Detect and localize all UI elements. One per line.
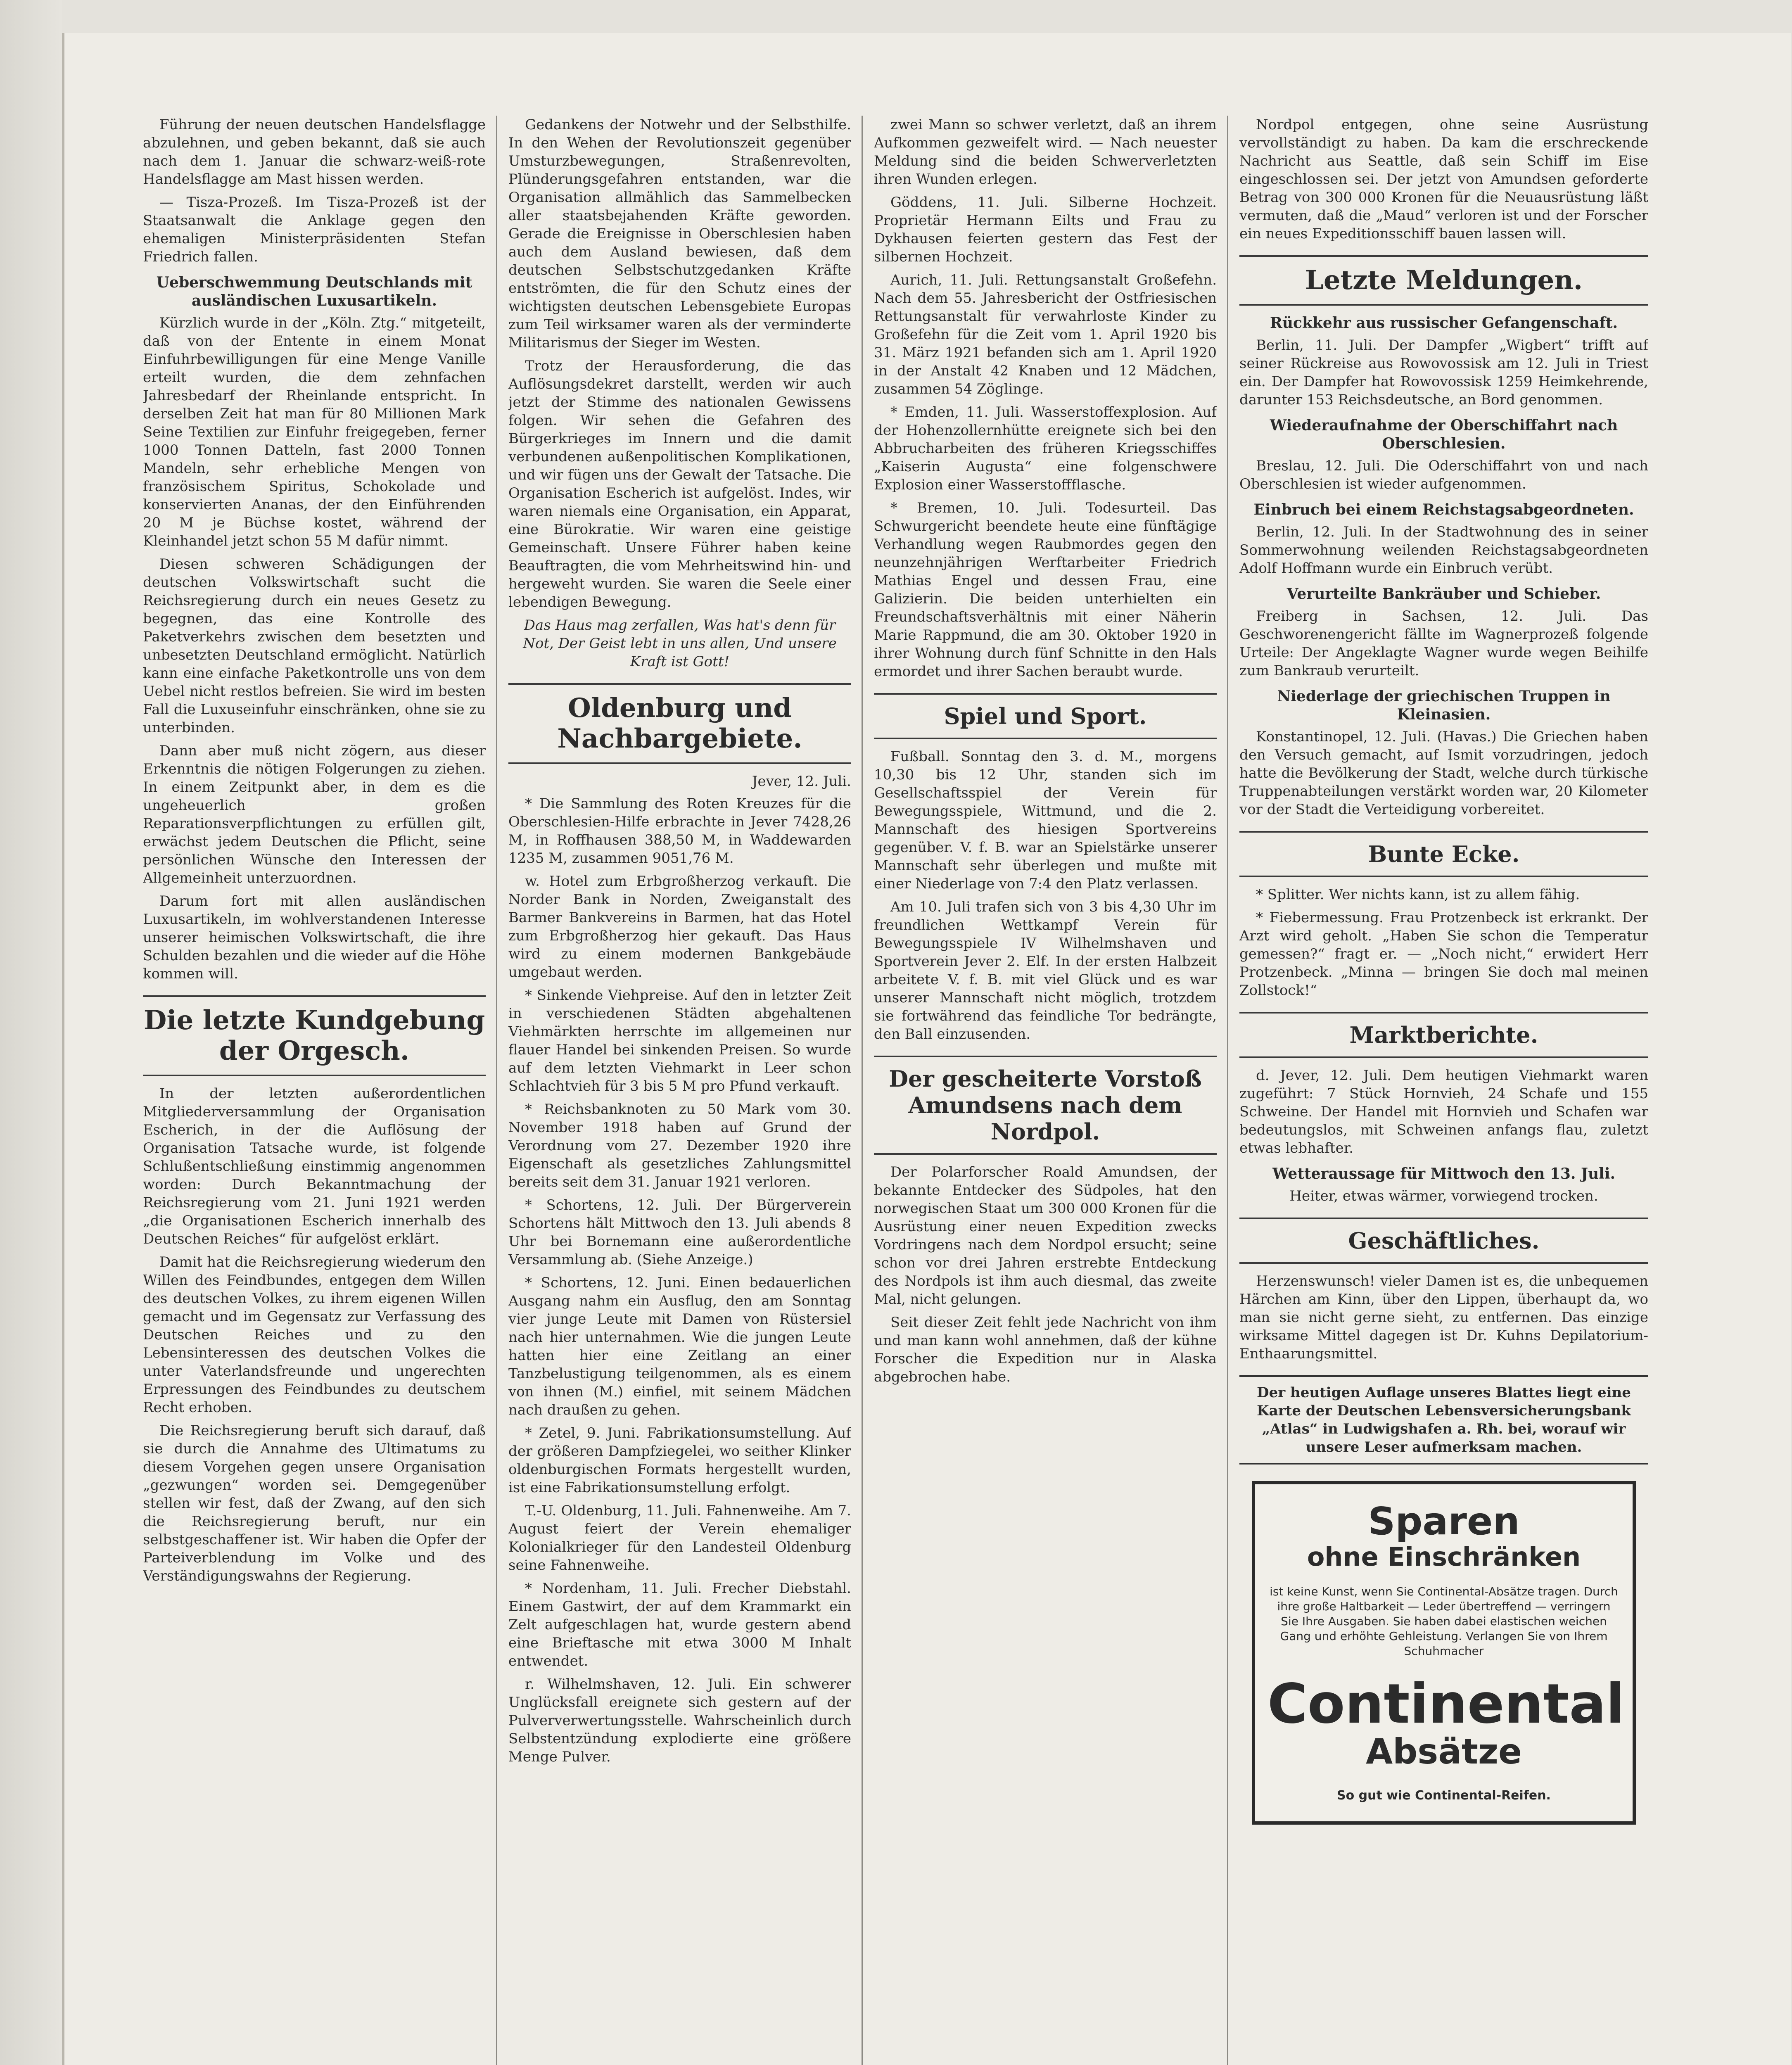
paragraph: Heiter, etwas wärmer, vorwiegend trocken. [1289, 1188, 1598, 1204]
paragraph: Führung der neuen deutschen Handelsflagge abzulehnen, und geben bekannt, daß sie auch nach dem 1. Januar die schwarz-weiß-rote Handelsflagge am Mast hissen werden. [143, 116, 486, 188]
paragraph: * Reichsbanknoten zu 50 Mark vom 30. November 1918 haben auf Grund der Verordnung vom 27. Dezember 1920 ihre Eigenschaft als gesetzliches Zahlungsmittel bereits seit dem 31. Januar 1921 verloren. [508, 1101, 851, 1190]
continental-advertisement [1252, 1481, 1636, 1825]
paragraph: * Zetel, 9. Juni. Fabrikationsumstellung. Auf der größeren Dampfziegelei, wo seither Klinker oldenburgischen Formats hergestellt wurden, ist eine Fabrikationsumstellung erfolgt. [508, 1425, 851, 1496]
paragraph: d. Jever, 12. Juli. Dem heutigen Viehmarkt waren zugeführt: 7 Stück Hornvieh, 24 Schafe und 155 Schweine. Der Handel mit Hornvieh und Schafen war bedeutungslos, mit Schweinen anfangs flau, zuletzt etwas lebhafter. [1239, 1067, 1648, 1156]
dateline: Jever, 12. Juli. [752, 773, 851, 790]
paragraph: Gedankens der Notwehr und der Selbsthilfe. In den Wehen der Revolutionszeit gegenüber Umsturzbewegungen, Straßenrevolten, Plünderungsgefahren entstanden, war die Organisation allmählich das Sammelbecken aller staatsbejahenden Kräfte geworden. Gerade die Ereignisse in Oberschlesien haben auch dem Ausland bewiesen, daß dem deutschen Selbstschutzgedanken Kräfte entströmten, die für den Schutz eines der wichtigsten deutschen Lebensgebiete Europas zum Teil wirksamer waren als der verminderte Militarismus der Sieger im Westen. [508, 116, 851, 351]
article-heading: Verurteilte Bankräuber und Schieber. [1286, 585, 1601, 603]
column-4 [1239, 116, 1648, 2065]
paragraph: Der Polarforscher Roald Amundsen, der bekannte Entdecker des Südpoles, hat den norwegischen Staat um 300 000 Kronen für die Ausrüstung einer neuen Expedition zwecks Vordringens nach dem Nordpol ersucht; seine schon vor drei Jahren erstrebte Entdeckung des Nordpols ist ihm auch diesmal, das zweite Mal, nicht gelungen. [874, 1164, 1217, 1308]
paragraph: Die Reichsregierung beruft sich darauf, daß sie durch die Annahme des Ultimatums zu diesem Vorgehen gegen unsere Organisation „gezwungen“ worden sei. Demgegenüber stellen wir fest, daß der Zwang, auf den sich die Reichsregierung beruft, nur ein selbstgeschaffener ist. Wir haben die Opfer der Parteiverblendung im Volke und des Verständigungswahns der Regierung. [143, 1422, 486, 1584]
ad-brand-product: Absätze [1366, 1731, 1522, 1772]
paragraph: * Fiebermessung. Frau Protzenbeck ist erkrankt. Der Arzt wird geholt. „Haben Sie schon die Temperatur gemessen?“ fragt er. — „Noch nicht,“ erwidert Herr Protzenbeck. „Minna — bringen Sie doch mal meinen Zollstock!“ [1239, 909, 1648, 999]
paragraph: Kürzlich wurde in der „Köln. Ztg.“ mitgeteilt, daß von der Entente in einem Monat Einfuhrbewilligungen für eine Menge Vanille erteilt wurden, die dem zehnfachen Jahresbedarf der Rheinlande entspricht. In derselben Zeit hat man für 80 Millionen Mark Seine Textilien zur Einfuhr freigegeben, ferner 1000 Tonnen Datteln, fast 2000 Tonnen Mandeln, sehr erhebliche Mengen von französischem Spiritus, Schokolade und konservierten Ananas, der den Einführenden 20 M je Büchse kostet, während der Kleinhandel jetzt schon 55 M dafür nimmt. [143, 315, 486, 549]
article-heading: Niederlage der griechischen Truppen in Kleinasien. [1277, 688, 1611, 723]
column-rule [496, 116, 497, 2065]
paragraph: Göddens, 11. Juli. Silberne Hochzeit. Proprietär Hermann Eilts und Frau zu Dykhausen feierten gestern das Fest der silbernen Hochzeit. [874, 194, 1217, 265]
paragraph: Berlin, 11. Juli. Der Dampfer „Wigbert“ trifft auf seiner Rückreise aus Rowovossisk am 12. Juli in Triest ein. Der Dampfer hat Rowovossisk 1259 Heimkehrende, darunter 153 Reichsdeutsche, an Bord genommen. [1239, 337, 1648, 408]
paragraph: Am 10. Juli trafen sich von 3 bis 4,30 Uhr im freundlichen Wettkampf Verein für Bewegungsspiele IV Wilhelmshaven und Sportverein Jever 2. Elf. In der ersten Halbzeit arbeitete V. f. B. mit viel Glück und es war unserer Mannschaft nicht möglich, trotzdem sie fortwährend das feindliche Tor bedrängte, den Ball einzusenden. [874, 899, 1217, 1042]
section-heading: Geschäftliches. [1239, 1218, 1648, 1264]
paragraph: T.-U. Oldenburg, 11. Juli. Fahnenweihe. Am 7. August feiert der Verein ehemaliger Kolonialkrieger für den Landesteil Oldenburg seine Fahnenweihe. [508, 1502, 851, 1574]
ad-body: ist keine Kunst, wenn Sie Continental-Absätze tragen. Durch ihre große Haltbarkeit — Leder übertreffend — verringern Sie Ihre Ausgaben. Sie haben dabei elastischen weichen Gang und erhöhte Gehleistung. Verlangen Sie von Ihrem Schuhmacher [1270, 1585, 1618, 1658]
paragraph: Herzenswunsch! vieler Damen ist es, die unbequemen Härchen am Kinn, über den Lippen, überhaupt da, wo man sie nicht gerne sieht, zu entfernen. Das einzige wirksame Mittel dagegen ist Dr. Kuhns Depilatorium-Enthaarungsmittel. [1239, 1273, 1648, 1362]
paragraph: Diesen schweren Schädigungen der deutschen Volkswirtschaft sucht die Reichsregierung durch ein neues Gesetz zu begegnen, das eine Kontrolle des Paketverkehrs zwischen dem besetzten und unbesetzten Deutschland ermöglicht. Natürlich kann eine einfache Paketkontrolle uns von dem Uebel nicht restlos befreien. Sie wird im besten Fall die Luxuseinfuhr einschränken, ohne sie zu unterbinden. [143, 556, 486, 736]
section-heading: Bunte Ecke. [1239, 831, 1648, 877]
paragraph: * Bremen, 10. Juli. Todesurteil. Das Schwurgericht beendete heute eine fünftägige Verhandlung wegen Raubmordes gegen den neunzehnjährigen Werftarbeiter Friedrich Mathias Engel und dessen Frau, eine Galizierin. Die beiden unterhielten ein Freundschaftsverhältnis mit einer Näherin Marie Rappmund, die am 30. Oktober 1920 in ihrer Wohnung durch fünf Schnitte in den Hals ermordet und ihrer Sachen beraubt wurde. [874, 500, 1217, 680]
scan-edge [0, 0, 62, 2065]
paragraph: * Sinkende Viehpreise. Auf den in letzter Zeit in verschiedenen Städten abgehaltenen Viehmärkten herrschte im allgemeinen nur flauer Handel bei sinkenden Preisen. So wurde auf dem letzten Viehmarkt in Leer schon Schlachtvieh für 3 bis 5 M pro Pfund verkauft. [508, 987, 851, 1094]
article-heading: Wiederaufnahme der Oberschiffahrt nach Oberschlesien. [1270, 417, 1618, 452]
paragraph: Breslau, 12. Juli. Die Oderschiffahrt von und nach Oberschlesien ist wieder aufgenommen. [1239, 458, 1648, 492]
paragraph: Fußball. Sonntag den 3. d. M., morgens 10,30 bis 12 Uhr, standen sich im Gesellschaftsspiel der Verein für Bewegungsspiele, Wittmund, und die 2. Mannschaft des hiesigen Sportvereins gegenüber. V. f. B. war an Spielstärke unserer Mannschaft sehr überlegen und mußte mit einer Niederlage von 7:4 den Platz verlassen. [874, 748, 1217, 892]
section-heading: Marktberichte. [1239, 1012, 1648, 1058]
paragraph: Dann aber muß nicht zögern, aus dieser Erkenntnis die nötigen Folgerungen zu ziehen. In einem Zeitpunkt aber, in dem es die ungeheuerlich großen Reparationsverpflichtungen zu erfüllen gilt, erwächst jedem Deutschen die Pflicht, seine persönlichen Wünsche den Interessen der Allgemeinheit unterzuordnen. [143, 743, 486, 886]
paragraph: * Nordenham, 11. Juli. Frecher Diebstahl. Einem Gastwirt, der auf dem Krammarkt ein Zelt aufgeschlagen hat, wurde gestern abend eine Brieftasche mit etwa 3000 M Inhalt entwendet. [508, 1580, 851, 1669]
ad-footer: So gut wie Continental-Reifen. [1337, 1788, 1551, 1803]
section-heading: Die letzte Kundgebung der Orgesch. [143, 995, 486, 1076]
paragraph: * Die Sammlung des Roten Kreuzes für die Oberschlesien-Hilfe erbrachte in Jever 7428,26 M, in Roffhausen 388,50 M, in Waddewarden 1235 M, zusammen 9051,76 M. [508, 795, 851, 866]
article-heading: Einbruch bei einem Reichstagsabgeordneten. [1253, 501, 1634, 518]
ad-subtitle: ohne Einschränken [1307, 1542, 1581, 1572]
column-2 [508, 116, 851, 2065]
paragraph: Aurich, 11. Juli. Rettungsanstalt Großefehn. Nach dem 55. Jahresbericht der Ostfriesischen Rettungsanstalt für verwahrloste Kinder zu Großefehn für die Zeit vom 1. April 1920 bis 31. März 1921 befanden sich am 1. April 1920 in der Anstalt 42 Knaben und 12 Mädchen, zusammen 54 Zöglinge. [874, 272, 1217, 397]
column-1 [143, 116, 486, 2065]
newspaper-page [62, 33, 1791, 2065]
article-heading: Wetteraussage für Mittwoch den 13. Juli. [1272, 1165, 1616, 1182]
paragraph: r. Wilhelmshaven, 12. Juli. Ein schwerer Unglücksfall ereignete sich gestern auf der Pulververwertungsstelle. Wahrscheinlich durch Selbstentzündung explodierte eine größere Menge Pulver. [508, 1676, 851, 1765]
paragraph: * Splitter. Wer nichts kann, ist zu allem fähig. [1256, 886, 1580, 903]
paragraph: zwei Mann so schwer verletzt, daß an ihrem Aufkommen gezweifelt wird. — Nach neuester Meldung sind die beiden Schwerverletzten ihren Wunden erlegen. [874, 116, 1217, 188]
supplement-notice: Der heutigen Auflage unseres Blattes liegt eine Karte der Deutschen Lebensversicherungsbank „Atlas“ in Ludwigshafen a. Rh. bei, worauf wir unsere Leser aufmerksam machen. [1239, 1375, 1648, 1464]
section-heading: Spiel und Sport. [874, 693, 1217, 739]
paragraph: Freiberg in Sachsen, 12. Juli. Das Geschworenengericht fällte im Wagnerprozeß folgende Urteile: Der Angeklagte Wagner wurde wegen Beihilfe zum Bankraub verurteilt. [1239, 608, 1648, 679]
paragraph: Berlin, 12. Juli. In der Stadtwohnung des in seiner Sommerwohnung weilenden Reichstagsabgeordneten Adolf Hoffmann wurde ein Einbruch verübt. [1239, 524, 1648, 577]
ad-brand-logo: Continental [1267, 1672, 1625, 1736]
section-heading: Oldenburg und Nachbargebiete. [508, 683, 851, 764]
paragraph: Trotz der Herausforderung, die das Auflösungsdekret darstellt, werden wir auch jetzt der Stimme des nationalen Gewissens folgen. Wir sehen die Gefahren des Bürgerkrieges im Innern und die damit verbundenen außenpolitischen Komplikationen, und wir fügen uns der Gewalt der Tatsache. Die Organisation Escherich ist aufgelöst. Indes, wir waren niemals eine Organisation, ein Apparat, eine Bürokratie. Wir waren eine geistige Gemeinschaft. Unsere Führer haben keine Beauftragten, die vom Mehrheitswind hin- und hergeweht wurden. Sie waren die Seele einer lebendigen Bewegung. [508, 358, 851, 610]
column-3 [874, 116, 1217, 2065]
paragraph: w. Hotel zum Erbgroßherzog verkauft. Die Norder Bank in Norden, Zweiganstalt des Barmer Bankvereins in Barmen, hat das Hotel zum Erbgroßherzog hier gekauft. Das Haus wird zu einem modernen Bankgebäude umgebaut werden. [508, 873, 851, 980]
paragraph: Seit dieser Zeit fehlt jede Nachricht von ihm und man kann wohl annehmen, daß der kühne Forscher die Expedition nur in Alaska abgebrochen habe. [874, 1314, 1217, 1385]
paragraph: Darum fort mit allen ausländischen Luxusartikeln, im wohlverstandenen Interesse unserer heimischen Volkswirtschaft, die ihre Schulden bezahlen und die wieder auf die Höhe kommen will. [143, 893, 486, 982]
paragraph: Nordpol entgegen, ohne seine Ausrüstung vervollständigt zu haben. Da kam die erschreckende Nachricht aus Seattle, daß sein Schiff im Eise eingeschlossen sei. Der jetzt von Amundsen geforderte Betrag von 300 000 Kronen für die Neuausrüstung läßt vermuten, daß die „Maud“ verloren ist und der Forscher ein neues Expeditionsschiff bauen lassen will. [1239, 116, 1648, 242]
paragraph: Konstantinopel, 12. Juli. (Havas.) Die Griechen haben den Versuch gemacht, auf Ismit vorzudringen, jedoch hatte die Bevölkerung der Stadt, welche durch türkische Truppenabteilungen verstärkt worden war, 20 Kilometer vor der Stadt die Verteidigung vorbereitet. [1239, 729, 1648, 818]
article-heading: Ueberschwemmung Deutschlands mit ausländischen Luxusartikeln. [156, 274, 472, 309]
section-heading: Der gescheiterte Vorstoß Amundsens nach dem Nordpol. [874, 1056, 1217, 1155]
paragraph: Damit hat die Reichsregierung wiederum den Willen des Feindbundes, entgegen dem Willen des deutschen Volkes, zu ihrem eigenen Willen gemacht und im Gegensatz zur Verfassung des Deutschen Reiches und zu den Lebensinteressen des deutschen Volkes die unter Vaterlandsfreunde und ungerechten Erpressungen des Feindbundes zu deutschem Recht erhoben. [143, 1254, 486, 1416]
paragraph: — Tisza-Prozeß. Im Tisza-Prozeß ist der Staatsanwalt die Anklage gegen den ehemaligen Ministerpräsidenten Stefan Friedrich fallen. [143, 194, 486, 265]
article-heading: Rückkehr aus russischer Gefangenschaft. [1270, 314, 1618, 332]
paragraph: * Emden, 11. Juli. Wasserstoffexplosion. Auf der Hohenzollernhütte ereignete sich bei den Abbrucharbeiten des früheren Kriegsschiffes „Kaiserin Augusta“ eine folgenschwere Explosion einer Wasserstoffflasche. [874, 404, 1217, 493]
column-rule [862, 116, 863, 2065]
ad-title: Sparen [1368, 1499, 1520, 1543]
paragraph: In der letzten außerordentlichen Mitgliederversammlung der Organisation Escherich, in der die Auflösung der Organisation Tatsache wurde, ist folgende Schlußentschließung einstimmig angenommen worden: Durch Bekanntmachung der Reichsregierung vom 21. Juni 1921 werden „die Organisationen Escherich innerhalb des Deutschen Reiches“ für aufgelöst erklärt. [143, 1085, 486, 1247]
section-heading: Letzte Meldungen. [1239, 255, 1648, 306]
poem: Das Haus mag zerfallen, Was hat's denn für Not, Der Geist lebt in uns allen, Und unsere Kraft ist Gott! [523, 617, 837, 670]
paragraph: * Schortens, 12. Juni. Einen bedauerlichen Ausgang nahm ein Ausflug, den am Sonntag vier junge Leute mit Damen von Rüstersiel nach hier unternahmen. Wie die jungen Leute hatten hier eine Zeitlang an einer Tanzbelustigung teilgenommen, als es einem von ihnen (M.) einfiel, mit seinem Mädchen nach draußen zu gehen. [508, 1275, 851, 1418]
paragraph: * Schortens, 12. Juli. Der Bürgerverein Schortens hält Mittwoch den 13. Juli abends 8 Uhr bei Bornemann eine außerordentliche Versammlung ab. (Siehe Anzeige.) [508, 1197, 851, 1268]
column-rule [1227, 116, 1228, 2065]
